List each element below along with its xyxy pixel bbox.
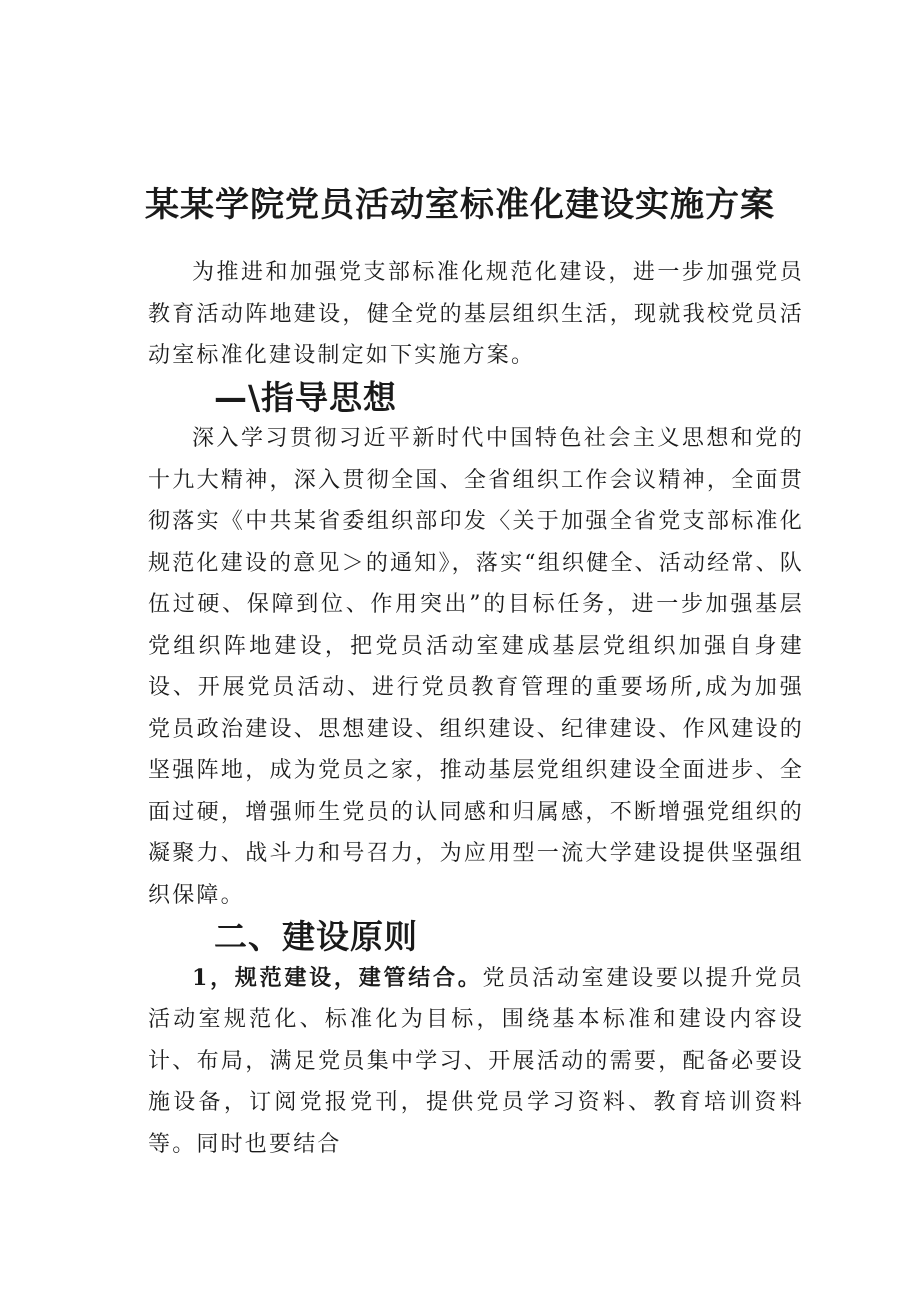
guiding-ideology-paragraph: 深入学习贯彻习近平新时代中国特色社会主义思想和党的十九大精神，深入贯彻全国、全省组织工作会议精神，全面贯彻落实《中共某省委组织部印发〈关于加强全省党支部标准化规范化建设的意见＞的通知》，落实“组织健全、活动经常、队伍过硬、保障到位、作用突出”的目标任务，进一步加强基层党组织阵地建设，把党员活动室建成基层党组织加强自身建设、开展党员活动、进行党员教育管理的重要场所,成为加强党员政治建设、思想建设、组织建设、纪律建设、作风建设的坚强阵地，成为党员之家，推动基层党组织建设全面进步、全面过硬，增强师生党员的认同感和归属感，不断增强党组织的凝聚力、战斗力和号召力，为应用型一流大学建设提供坚强组织保障。 [148,426,804,908]
document-title: 某某学院党员活动室标准化建设实施方案 [145,184,775,225]
document-body [148,252,804,1165]
principle-item-1-body: 党员活动室建设要以提升党员活动室规范化、标准化为目标，围绕基本标准和建设内容设计、布局，满足党员集中学习、开展活动的需要，配备必要设施设备，订阅党报党刊，提供党员学习资料、教育培训资料等。同时也要结合 [148,965,804,1157]
section-heading-guiding-ideology: —\指导思想 [214,377,398,417]
section-heading-principles: 二、建设原则 [214,917,418,956]
principle-item-1 [148,958,804,1166]
principle-item-1-lead: 1，规范建设，建管结合。 [192,964,483,991]
intro-paragraph: 为推进和加强党支部标准化规范化建设，进一步加强党员教育活动阵地建设，健全党的基层组织生活，现就我校党员活动室标准化建设制定如下实施方案。 [148,260,804,368]
